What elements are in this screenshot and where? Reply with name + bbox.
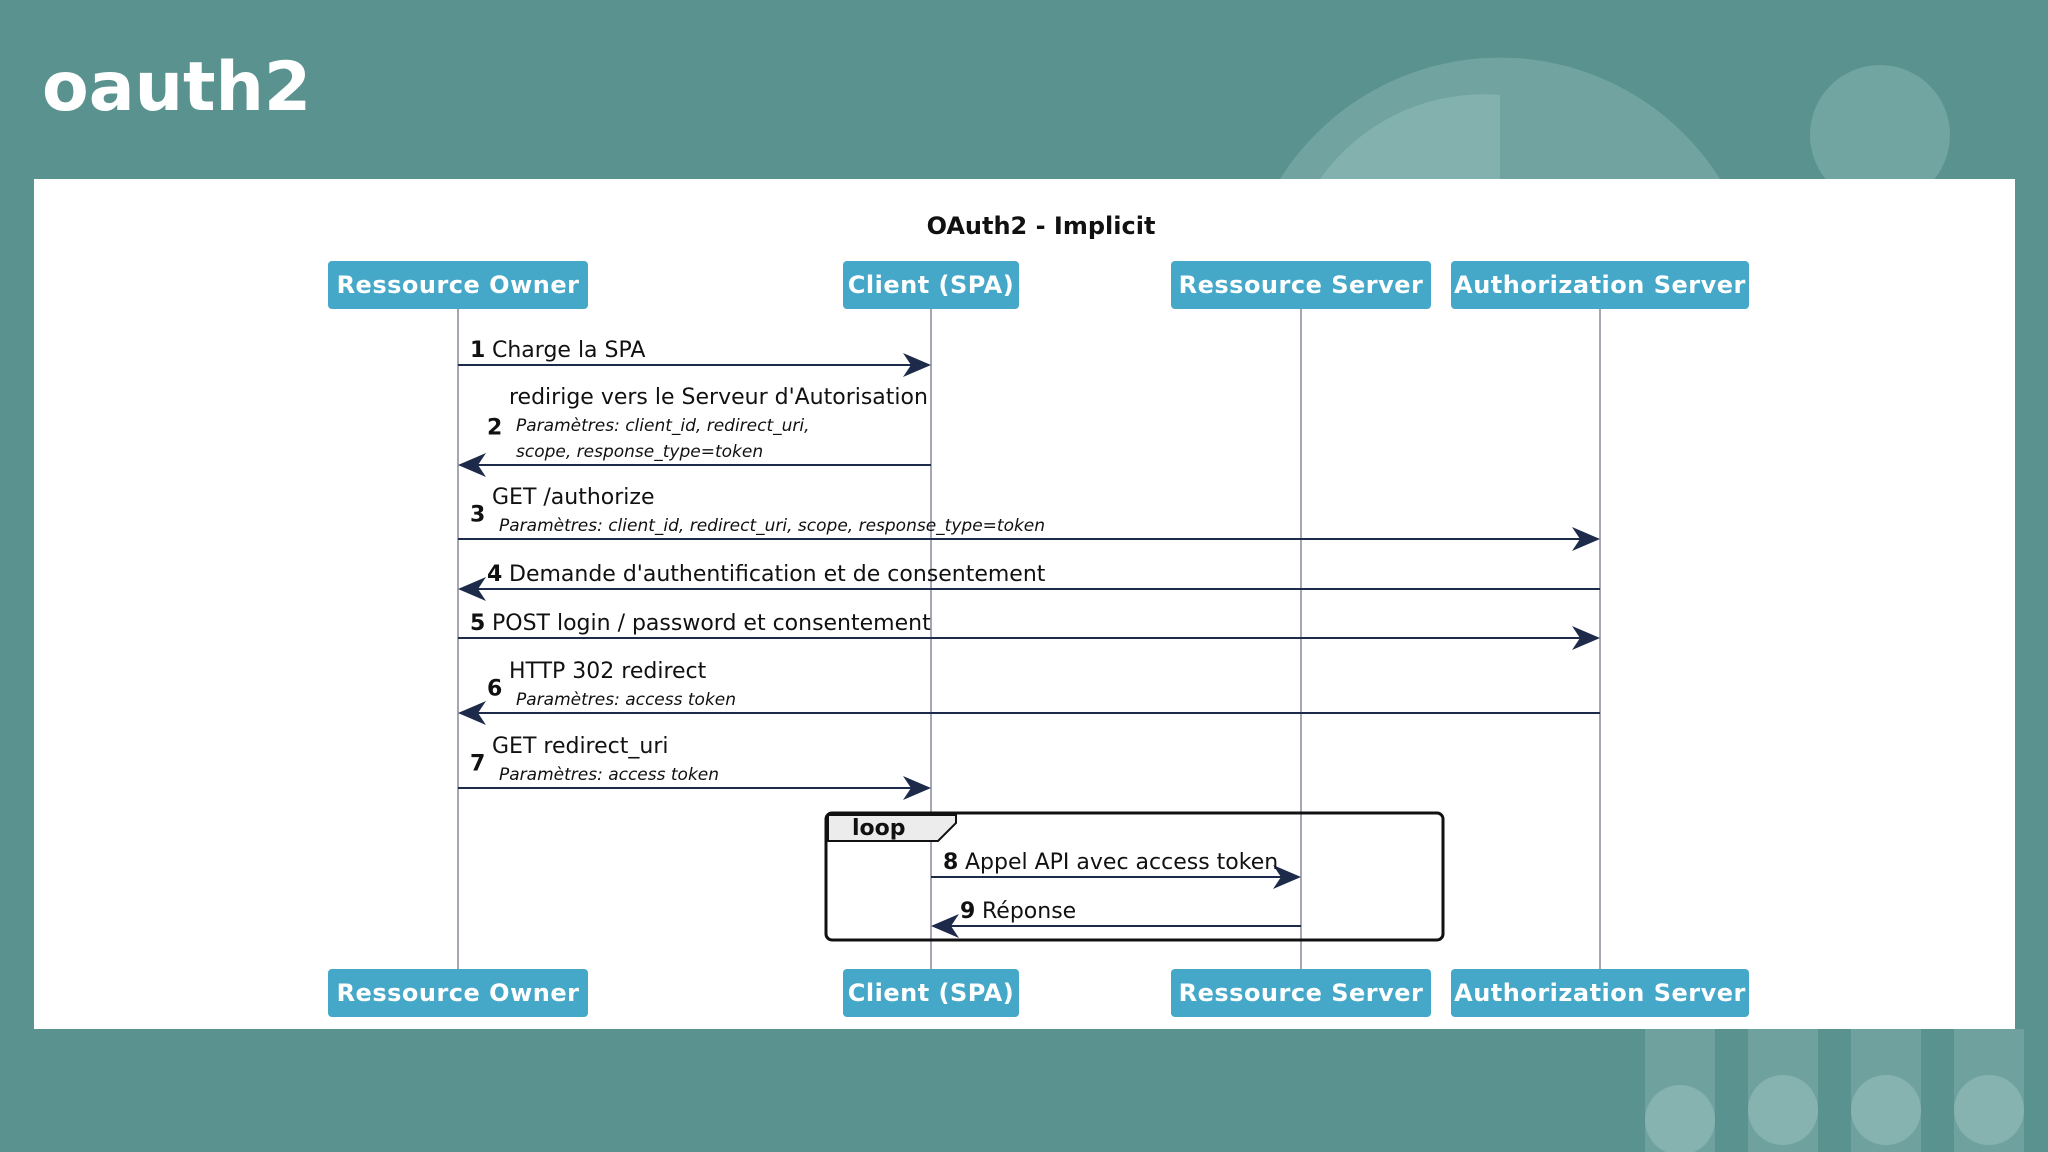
message-label-1: Charge la SPA <box>492 338 646 363</box>
diagram-title: OAuth2 - Implicit <box>926 212 1156 240</box>
diagram-panel <box>34 179 2015 1029</box>
loop-label: loop <box>852 816 906 841</box>
message-number-8: 8 <box>943 850 959 875</box>
actor-label-client-top: Client (SPA) <box>847 271 1015 299</box>
actor-label-resource-bottom: Ressource Server <box>1178 979 1424 1007</box>
message-params-7-1: Paramètres: access token <box>499 765 720 785</box>
message-label-4: Demande d'authentification et de consentement <box>509 562 1046 587</box>
message-label-6: HTTP 302 redirect <box>509 659 707 684</box>
message-label-5: POST login / password et consentement <box>492 611 931 636</box>
message-number-9: 9 <box>960 899 976 924</box>
deco-dome-4 <box>1954 1075 2024 1145</box>
message-params-2-2: scope, response_type=token <box>516 442 764 462</box>
slide-title: oauth2 <box>42 48 312 127</box>
message-label-7: GET redirect_uri <box>492 734 669 759</box>
message-number-5: 5 <box>470 611 486 636</box>
message-number-4: 4 <box>487 562 503 587</box>
message-params-2-1: Paramètres: client_id, redirect_uri, <box>516 416 810 436</box>
deco-dome-1 <box>1645 1085 1715 1152</box>
message-label-9: Réponse <box>982 899 1077 924</box>
sequence-diagram <box>34 179 2015 1029</box>
message-label-3: GET /authorize <box>492 485 655 510</box>
message-params-3-1: Paramètres: client_id, redirect_uri, scope, response_type=token <box>499 516 1046 536</box>
message-params-6-1: Paramètres: access token <box>516 690 737 710</box>
message-label-2: redirige vers le Serveur d'Autorisation <box>509 385 928 410</box>
actor-label-auth-top: Authorization Server <box>1454 271 1746 299</box>
message-number-3: 3 <box>470 502 486 528</box>
actor-label-resource-top: Ressource Server <box>1178 271 1424 299</box>
message-number-2: 2 <box>487 415 503 441</box>
message-number-1: 1 <box>470 338 486 363</box>
message-label-8: Appel API avec access token <box>965 850 1279 875</box>
deco-dome-2 <box>1748 1075 1818 1145</box>
deco-dome-3 <box>1851 1075 1921 1145</box>
message-number-7: 7 <box>470 751 486 777</box>
actor-label-client-bottom: Client (SPA) <box>847 979 1015 1007</box>
message-number-6: 6 <box>487 676 503 702</box>
actor-label-owner-top: Ressource Owner <box>336 271 580 299</box>
actor-label-owner-bottom: Ressource Owner <box>336 979 580 1007</box>
actor-label-auth-bottom: Authorization Server <box>1454 979 1746 1007</box>
